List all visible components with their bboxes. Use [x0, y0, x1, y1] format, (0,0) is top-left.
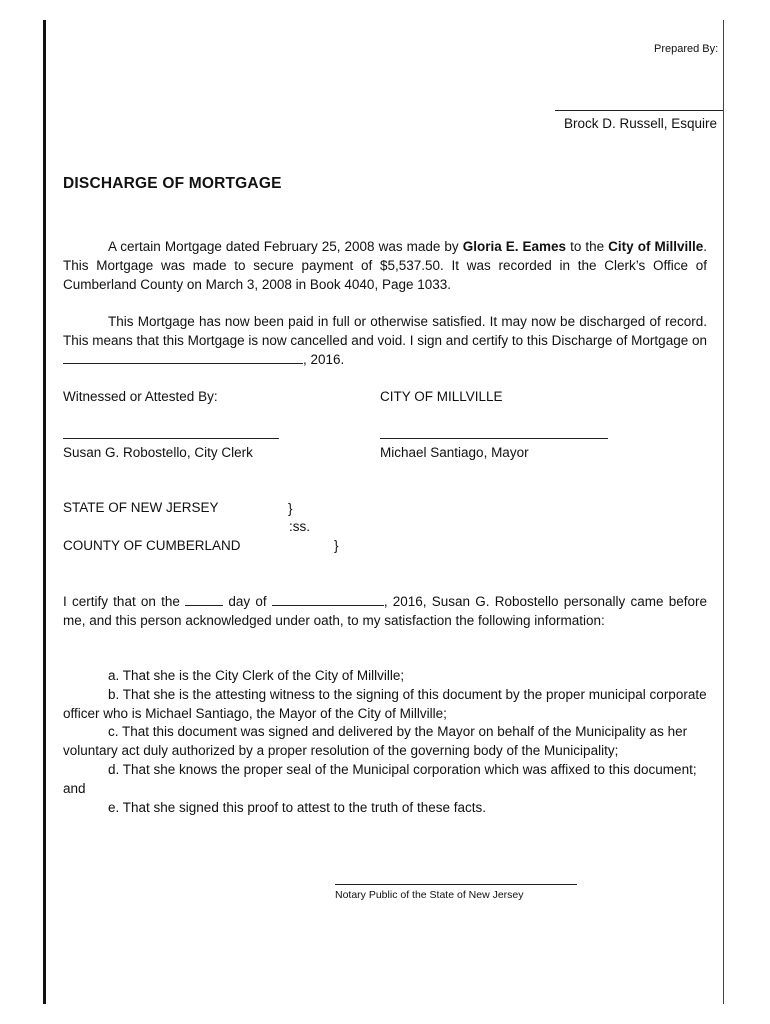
prepared-by-label: Prepared By: — [654, 43, 719, 55]
discharge-date-blank — [63, 351, 303, 364]
discharge-paragraph — [63, 313, 707, 369]
right-border-rule — [723, 20, 724, 1004]
discharge-year-text: , 2016. — [303, 351, 345, 367]
venue-state: STATE OF NEW JERSEY — [63, 500, 219, 515]
item-c-text: c. That this document was signed and delivered by the Mayor on behalf of the Municipality as her voluntary act duly authorized by a proper resolution of the governing body of the Municipality; — [63, 724, 688, 759]
notary-signature-line — [335, 884, 577, 885]
mayor-name: Michael Santiago, Mayor — [380, 445, 529, 460]
witness-signature-line — [63, 438, 279, 439]
venue-ss: :ss. — [289, 519, 311, 534]
mortgage-to-text: to the — [566, 239, 609, 254]
mortgage-details-text: . This Mortgage was made to secure payment of $5,537.50. It was recorded in the Clerk’s Office of Cumberland County on March 3, 2008 in Book 4040, Page 1033. — [63, 239, 707, 292]
preparer-signature-line — [555, 110, 723, 111]
certification-text-3: , 2016, Susan G. Robostello personally came before me, and this person acknowledged under oath, to my satisfaction the following information: — [63, 594, 707, 628]
list-item — [63, 667, 707, 686]
discharge-text: This Mortgage has now been paid in full or otherwise satisfied. It may now be discharged of record. This means that this Mortgage is now cancelled and void. I sign and certify to this Discharge of Mortgage on — [63, 314, 707, 348]
item-a-text: a. That she is the City Clerk of the City of Millville; — [108, 668, 405, 683]
list-item — [63, 799, 707, 818]
certification-text-1: I certify that on the — [63, 594, 186, 609]
list-item — [63, 761, 707, 799]
mortgage-intro-text: A certain Mortgage dated February 25, 2008 was made by — [108, 239, 463, 254]
mortgagor-name: Gloria E. Eames — [462, 239, 567, 254]
day-blank — [185, 593, 223, 606]
list-item — [63, 686, 707, 724]
list-item — [63, 723, 707, 761]
left-border-rule — [43, 20, 46, 1004]
notary-label: Notary Public of the State of New Jersey — [335, 889, 524, 901]
document-title: DISCHARGE OF MORTGAGE — [63, 175, 282, 192]
witness-heading: Witnessed or Attested By: — [63, 389, 218, 404]
venue-county: COUNTY OF CUMBERLAND — [63, 538, 241, 553]
preparer-name: Brock D. Russell, Esquire — [564, 116, 718, 131]
mayor-signature-line — [380, 438, 608, 439]
certification-text-2: day of — [223, 594, 272, 609]
certification-paragraph — [63, 593, 707, 631]
venue-brace-bottom: } — [334, 538, 339, 553]
city-heading: CITY OF MILLVILLE — [380, 389, 503, 404]
mortgage-paragraph — [63, 238, 707, 294]
witness-name: Susan G. Robostello, City Clerk — [63, 445, 253, 460]
certification-items — [63, 667, 707, 817]
mortgagee-name: City of Millville — [608, 239, 704, 254]
month-blank — [272, 593, 384, 606]
item-b-text: b. That she is the attesting witness to the signing of this document by the proper municipal corporate officer who is Michael Santiago, the Mayor of the City of Millville; — [63, 686, 707, 721]
item-d-text: d. That she knows the proper seal of the Municipal corporation which was affixed to this document; and — [63, 761, 697, 796]
venue-brace-top: } — [288, 501, 293, 516]
item-e-text: e. That she signed this proof to attest to the truth of these facts. — [108, 799, 486, 815]
